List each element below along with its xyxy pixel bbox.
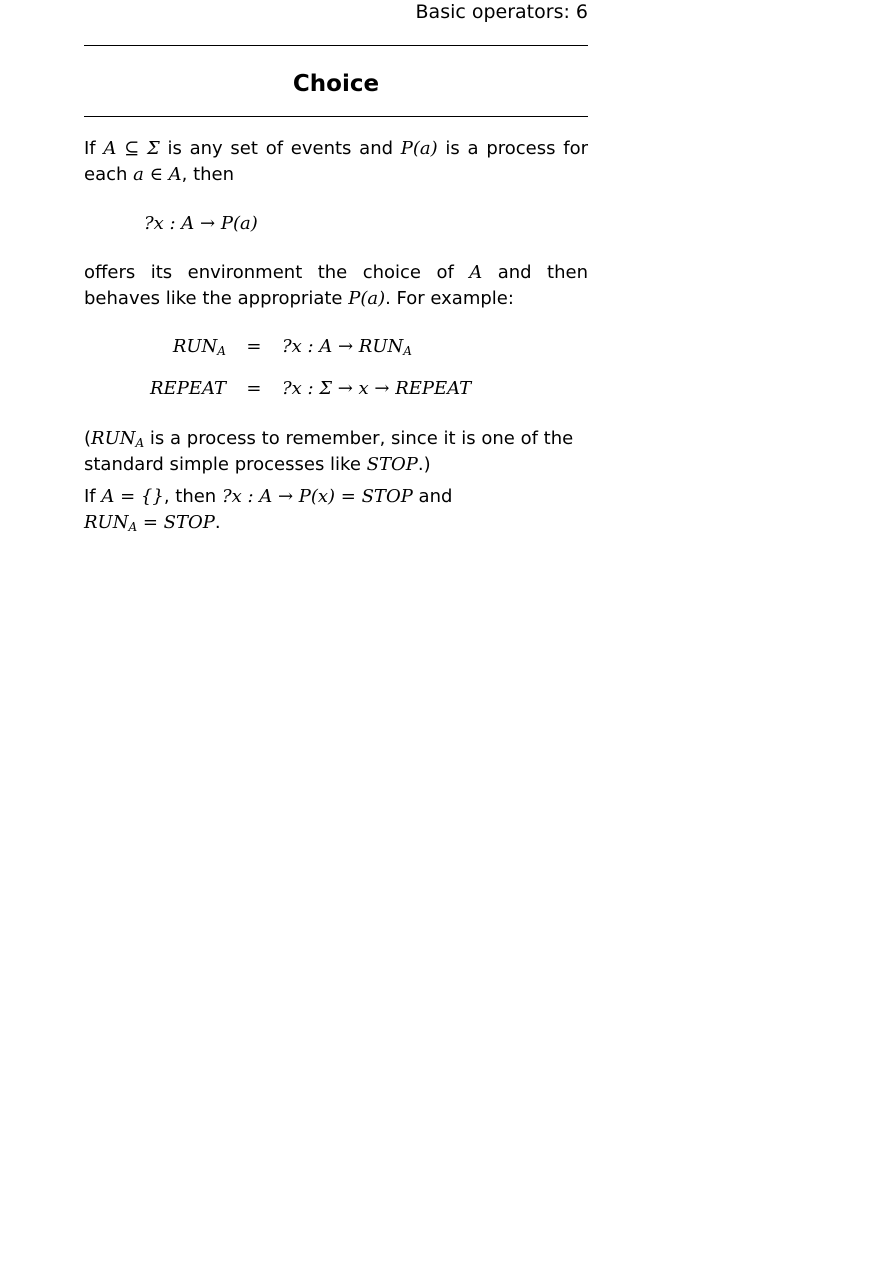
equation-rhs: ?x : $A \to RUN_A$: [281, 336, 412, 358]
equation-lhs: REPEAT: [150, 378, 226, 399]
math-subset: A ⊆ Σ: [103, 138, 160, 159]
intro-text-3: , then: [181, 164, 235, 185]
math-run: $RUN_A$: [91, 428, 145, 450]
offers-paragraph: [84, 260, 588, 312]
slide-title: Choice: [292, 71, 380, 97]
note-paragraph: ($RUN_A$ is a process to remember, since it is one of the standard simple processes like STOP.): [84, 428, 574, 475]
intro-text-2: is a process for each: [84, 138, 589, 185]
bottom-rule: [84, 116, 588, 117]
intro-paragraph: [84, 136, 588, 188]
offers-text: offers its environment the choice of: [84, 262, 470, 283]
equation-rhs: ?x : Σ → x → REPEAT: [281, 378, 472, 399]
intro-text: is any set of events and: [159, 138, 401, 159]
equation-array: [150, 326, 471, 410]
choice-display: ?x : A → P(a): [144, 213, 258, 234]
slide-body: [84, 136, 588, 536]
math-stop: STOP: [366, 454, 418, 475]
equation-row: [150, 326, 471, 368]
math-pa: P(a): [400, 138, 438, 159]
empty-set-paragraph: If A = {}, then ?x : A → P(x) = STOP and $RUN_A$ = STOP.: [84, 486, 453, 534]
equation-lhs: $RUN_A$: [172, 336, 226, 358]
equation-equals: =: [246, 378, 262, 399]
math-a: A: [469, 262, 483, 283]
math-choice-stop: ?x : A → P(x) = STOP: [221, 486, 413, 507]
note-text: is a process to remember, since it is one of the standard simple processes like: [84, 428, 574, 475]
if-word: If: [84, 138, 104, 159]
running-head: Basic operators: 6: [415, 1, 588, 23]
math-run-stop: $RUN_A$ = STOP: [84, 512, 215, 534]
equation-row: [150, 368, 471, 410]
offers-text-2: and then behaves like the appropriate: [84, 262, 588, 309]
equation-equals: =: [246, 336, 262, 357]
top-rule: [84, 45, 588, 46]
math-empty-set: A = {}: [101, 486, 164, 507]
math-pa-2: P(a): [348, 288, 386, 309]
offers-text-3: . For example:: [385, 288, 514, 309]
math-membership: a ∈ A: [133, 164, 182, 185]
